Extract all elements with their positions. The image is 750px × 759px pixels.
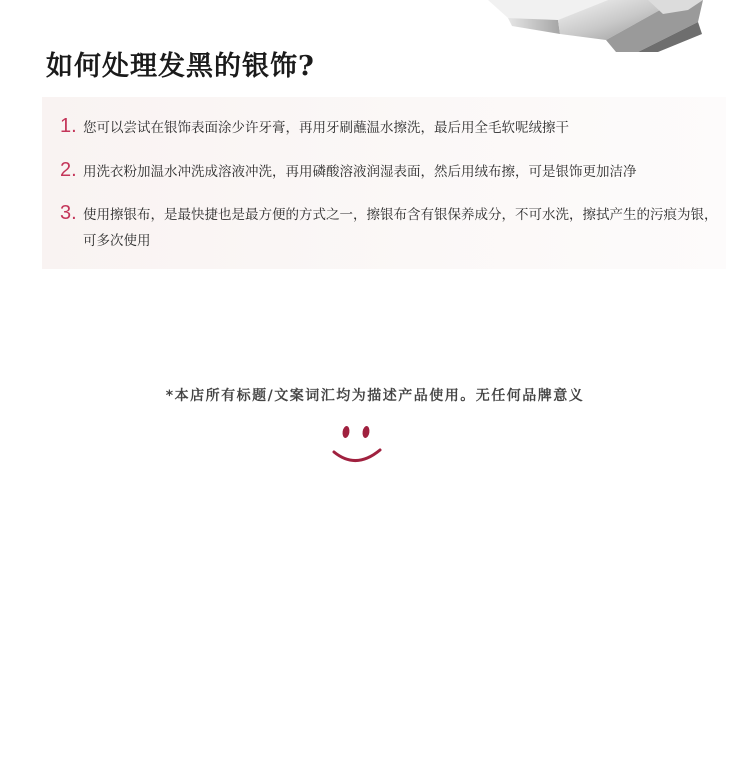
tips-panel — [42, 97, 726, 269]
tip-text: 用洗衣粉加温水冲洗成溶液冲洗，再用磷酸溶液润湿表面，然后用绒布擦，可是银饰更加洁净 — [83, 164, 637, 180]
tip-number: 1. — [60, 115, 77, 137]
disclaimer-text: *本店所有标题/文案词汇均为描述产品使用。无任何品牌意义 — [165, 388, 585, 404]
silver-bar-icon — [488, 0, 708, 52]
tip-number: 3. — [60, 202, 77, 224]
tip-number: 2. — [60, 159, 77, 181]
tip-item — [60, 115, 724, 141]
tip-text: 使用擦银布，是最快捷也是最方便的方式之一，擦银布含有银保养成分，不可水洗，擦拭产生的污痕为银，可多次使用 — [83, 207, 718, 249]
smiley-face-icon — [330, 420, 384, 466]
tip-item — [60, 202, 724, 254]
page-title: 如何处理发黑的银饰? — [46, 51, 315, 82]
tip-item — [60, 159, 724, 185]
tip-text: 您可以尝试在银饰表面涂少许牙膏，再用牙刷蘸温水擦洗，最后用全毛软呢绒擦干 — [83, 120, 569, 136]
